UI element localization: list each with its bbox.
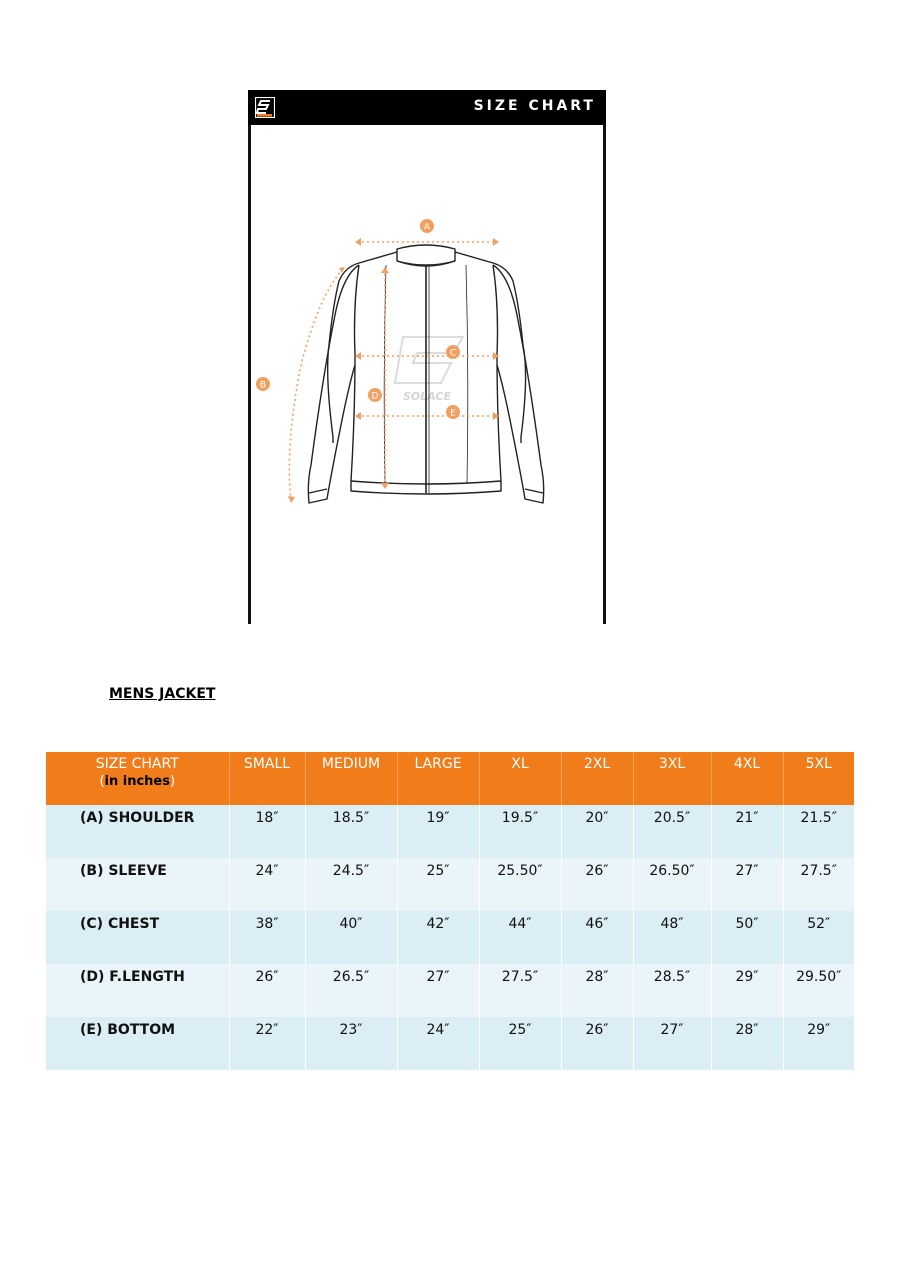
- card-right-border: [603, 125, 606, 624]
- table-cell: 28″: [561, 964, 633, 1017]
- marker-c: [446, 345, 460, 359]
- row-label: (E) BOTTOM: [46, 1017, 229, 1070]
- row-label: (C) CHEST: [46, 911, 229, 964]
- section-title: MENS JACKET: [109, 686, 216, 702]
- table-cell: 25″: [479, 1017, 561, 1070]
- table-cell: 19.5″: [479, 805, 561, 858]
- table-cell: 29″: [711, 964, 783, 1017]
- table-cell: 52″: [783, 911, 854, 964]
- table-row: [46, 1017, 854, 1070]
- table-cell: 24.5″: [305, 858, 397, 911]
- table-cell: 21″: [711, 805, 783, 858]
- table-cell: 27″: [711, 858, 783, 911]
- column-header: MEDIUM: [305, 752, 397, 805]
- table-cell: 27.5″: [479, 964, 561, 1017]
- svg-text:E: E: [450, 408, 456, 419]
- table-cell: 38″: [229, 911, 305, 964]
- table-row: [46, 805, 854, 858]
- table-cell: 24″: [229, 858, 305, 911]
- svg-text:C: C: [449, 348, 457, 359]
- jacket-outline: [308, 245, 543, 503]
- card-title: SIZE CHART: [473, 98, 596, 114]
- table-cell: 20.5″: [633, 805, 711, 858]
- marker-e: [446, 405, 460, 419]
- table-cell: 18″: [229, 805, 305, 858]
- table-cell: 27″: [633, 1017, 711, 1070]
- header-unit: (in inches): [99, 774, 176, 789]
- table-cell: 44″: [479, 911, 561, 964]
- column-header: SMALL: [229, 752, 305, 805]
- column-header: LARGE: [397, 752, 479, 805]
- solace-logo-icon: [255, 97, 275, 118]
- size-chart-card: [248, 90, 606, 624]
- marker-a: [420, 219, 434, 233]
- table-cell: 19″: [397, 805, 479, 858]
- table-cell: 23″: [305, 1017, 397, 1070]
- table-row: [46, 858, 854, 911]
- table-cell: 26″: [561, 858, 633, 911]
- table-cell: 29″: [783, 1017, 854, 1070]
- row-label: (D) F.LENGTH: [46, 964, 229, 1017]
- header-size-chart: [46, 752, 229, 805]
- measurement-lines: [289, 242, 497, 501]
- jacket-diagram: [251, 125, 603, 624]
- column-header: 3XL: [633, 752, 711, 805]
- svg-text:B: B: [259, 380, 267, 391]
- column-header: 4XL: [711, 752, 783, 805]
- table-cell: 18.5″: [305, 805, 397, 858]
- table-cell: 40″: [305, 911, 397, 964]
- table-cell: 29.50″: [783, 964, 854, 1017]
- table-cell: 26″: [229, 964, 305, 1017]
- table-cell: 26.50″: [633, 858, 711, 911]
- column-header: 5XL: [783, 752, 854, 805]
- table-cell: 28.5″: [633, 964, 711, 1017]
- marker-b: [256, 377, 270, 391]
- table-cell: 25″: [397, 858, 479, 911]
- card-header: [248, 90, 606, 125]
- table-cell: 26″: [561, 1017, 633, 1070]
- table-cell: 28″: [711, 1017, 783, 1070]
- table-cell: 27.5″: [783, 858, 854, 911]
- column-header: 2XL: [561, 752, 633, 805]
- row-label: (A) SHOULDER: [46, 805, 229, 858]
- table-header-row: [46, 752, 854, 805]
- table-cell: 48″: [633, 911, 711, 964]
- svg-text:A: A: [423, 222, 431, 233]
- table-cell: 25.50″: [479, 858, 561, 911]
- table-cell: 24″: [397, 1017, 479, 1070]
- size-table: [46, 752, 854, 1070]
- table-cell: 42″: [397, 911, 479, 964]
- table-cell: 22″: [229, 1017, 305, 1070]
- table-cell: 21.5″: [783, 805, 854, 858]
- table-cell: 26.5″: [305, 964, 397, 1017]
- table-row: [46, 964, 854, 1017]
- table-row: [46, 911, 854, 964]
- header-label: SIZE CHART: [95, 756, 179, 772]
- marker-d: [368, 388, 382, 402]
- row-label: (B) SLEEVE: [46, 858, 229, 911]
- svg-text:D: D: [371, 391, 379, 402]
- table-cell: 46″: [561, 911, 633, 964]
- column-header: XL: [479, 752, 561, 805]
- table-cell: 50″: [711, 911, 783, 964]
- watermark-text: SOLACE: [402, 390, 452, 403]
- table-cell: 20″: [561, 805, 633, 858]
- table-cell: 27″: [397, 964, 479, 1017]
